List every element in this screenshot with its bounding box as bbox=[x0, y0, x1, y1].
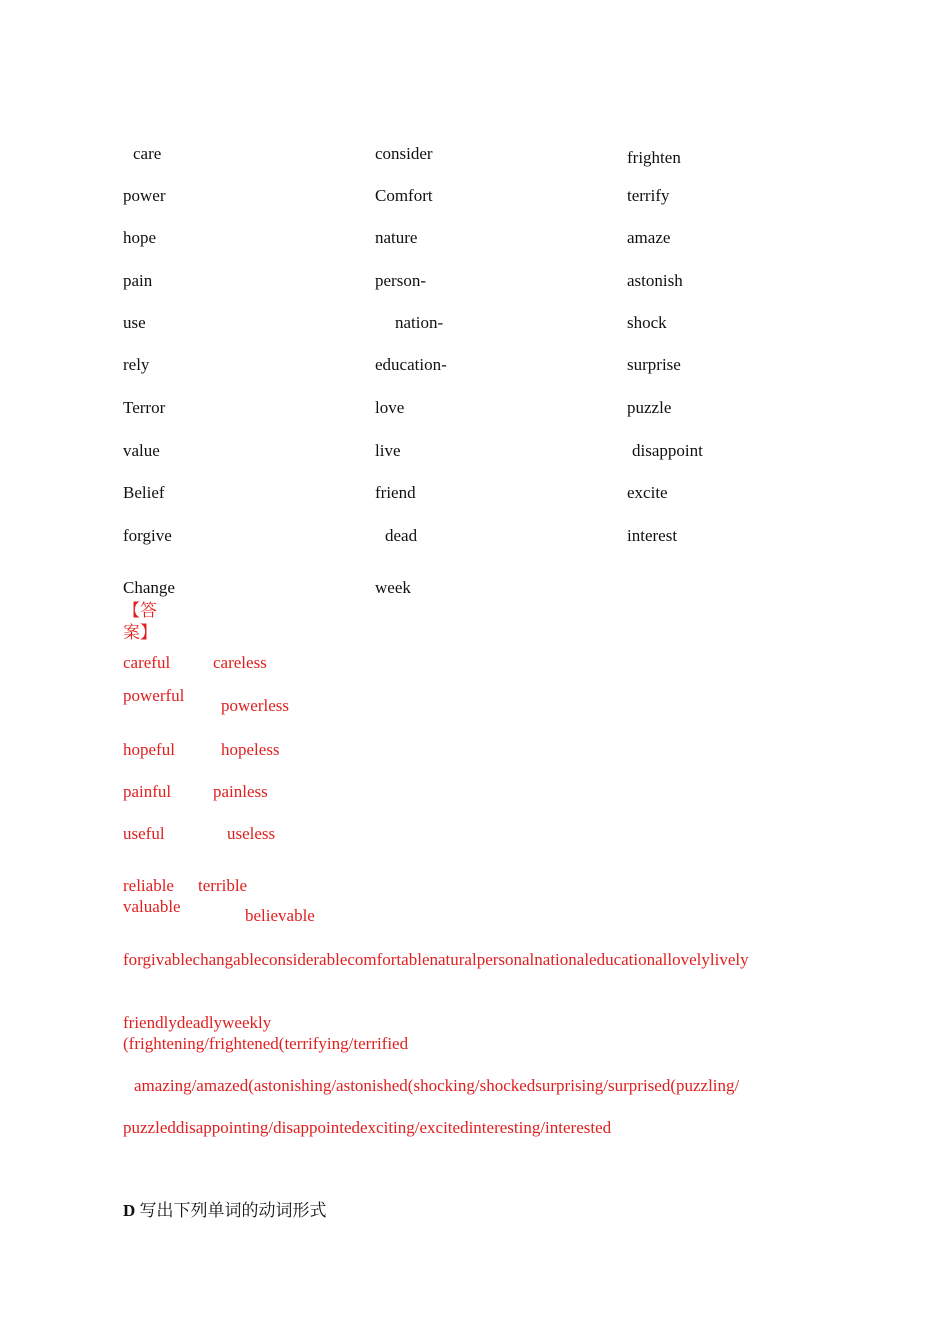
answer-reliable: reliable bbox=[123, 876, 174, 895]
word-belief: Belief bbox=[123, 483, 165, 502]
word-education: education- bbox=[375, 355, 447, 374]
word-interest: interest bbox=[627, 526, 678, 545]
word-terror: Terror bbox=[123, 398, 166, 417]
answer-terrible: terrible bbox=[198, 876, 248, 895]
section-d-heading bbox=[123, 1200, 327, 1222]
word-disappoint: disappoint bbox=[632, 441, 703, 460]
word-astonish: astonish bbox=[627, 271, 683, 290]
answer-line-2: friendlydeadlyweekly bbox=[123, 1013, 272, 1032]
word-rely: rely bbox=[123, 355, 150, 374]
word-shock: shock bbox=[627, 313, 667, 332]
answer-painless: painless bbox=[213, 782, 268, 801]
answer-powerless: powerless bbox=[221, 696, 289, 715]
section-d-letter: D bbox=[123, 1201, 136, 1220]
word-pain: pain bbox=[123, 271, 153, 290]
word-terrify: terrify bbox=[627, 186, 670, 205]
answer-line-1: forgivablechangableconsiderablecomfortablenaturalpersonalnationaleducationallovelylively bbox=[123, 950, 749, 969]
word-amaze: amaze bbox=[627, 228, 671, 247]
section-d-title: 写出下列单词的动词形式 bbox=[139, 1201, 327, 1220]
answer-powerful: powerful bbox=[123, 686, 185, 705]
word-puzzle: puzzle bbox=[627, 398, 672, 417]
word-care: care bbox=[133, 144, 162, 163]
word-frighten: frighten bbox=[627, 148, 681, 167]
answer-label: 【答案】 bbox=[123, 601, 157, 642]
word-week: week bbox=[375, 578, 411, 597]
word-power: power bbox=[123, 186, 166, 205]
answer-useless: useless bbox=[227, 824, 276, 843]
answer-valuable: valuable bbox=[123, 897, 181, 916]
word-change: Change bbox=[123, 578, 175, 597]
answer-careful: careful bbox=[123, 653, 171, 672]
word-nature: nature bbox=[375, 228, 418, 247]
answer-careless: careless bbox=[213, 653, 267, 672]
word-nation: nation- bbox=[395, 313, 444, 332]
word-value: value bbox=[123, 441, 160, 460]
word-friend: friend bbox=[375, 483, 416, 502]
word-surprise: surprise bbox=[627, 355, 681, 374]
answer-line-4: amazing/amazed(astonishing/astonished(shocking/shockedsurprising/surprised(puzzling/ bbox=[134, 1076, 740, 1095]
answer-hopeless: hopeless bbox=[221, 740, 280, 759]
answer-line-5: puzzleddisappointing/disappointedexciting/excitedinteresting/interested bbox=[123, 1118, 612, 1137]
word-love: love bbox=[375, 398, 405, 417]
word-consider: consider bbox=[375, 144, 433, 163]
word-use: use bbox=[123, 313, 146, 332]
word-comfort: Comfort bbox=[375, 186, 433, 205]
word-person: person- bbox=[375, 271, 426, 290]
answer-useful: useful bbox=[123, 824, 165, 843]
word-live: live bbox=[375, 441, 401, 460]
word-hope: hope bbox=[123, 228, 157, 247]
answer-believable: believable bbox=[245, 906, 315, 925]
word-forgive: forgive bbox=[123, 526, 172, 545]
answer-hopeful: hopeful bbox=[123, 740, 175, 759]
word-excite: excite bbox=[627, 483, 668, 502]
answer-line-3: (frightening/frightened(terrifying/terrified bbox=[123, 1034, 409, 1053]
answer-painful: painful bbox=[123, 782, 172, 801]
word-dead: dead bbox=[385, 526, 418, 545]
